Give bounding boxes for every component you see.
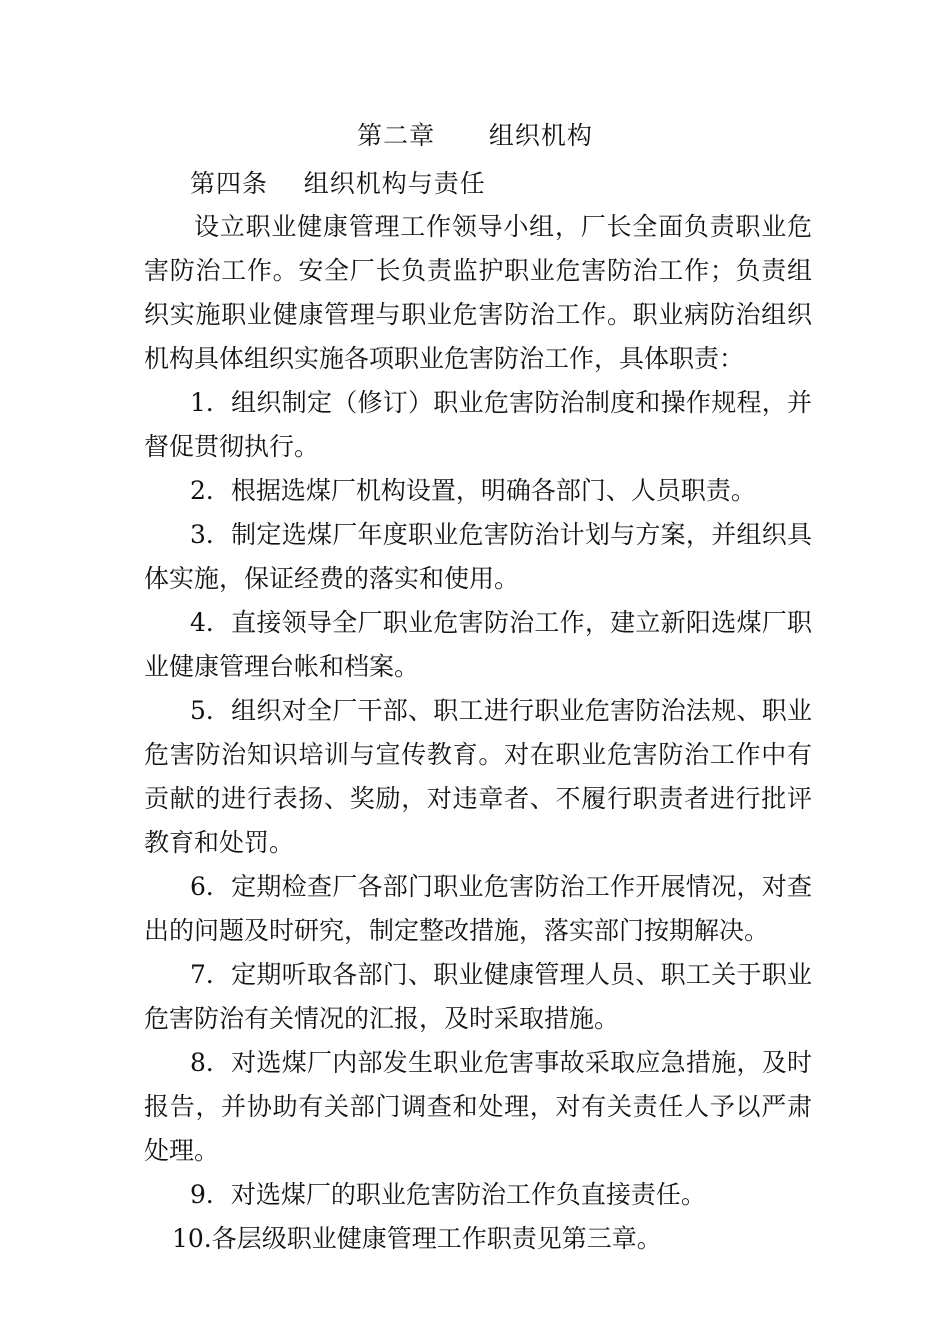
item-text: 组织制定（修订）职业危害防治制度和操作规程，并督促贯彻执行。: [144, 388, 812, 461]
item-number: 6．: [190, 872, 231, 901]
item-text: 根据选煤厂机构设置，明确各部门、人员职责。: [230, 476, 756, 505]
list-item: [144, 381, 812, 469]
item-number: 7．: [190, 960, 231, 989]
list-item: [144, 953, 812, 1041]
list-item: [144, 601, 812, 689]
item-text: 定期检查厂各部门职业危害防治工作开展情况，对查出的问题及时研究，制定整改措施，落实部门按期解决。: [144, 872, 812, 945]
list-item: [144, 513, 812, 601]
item-text: 直接领导全厂职业危害防治工作，建立新阳选煤厂职业健康管理台帐和档案。: [144, 608, 812, 681]
chapter-title: 第二章 组织机构: [357, 121, 593, 150]
list-item: [144, 689, 812, 865]
list-item: [144, 1041, 812, 1173]
list-item: [144, 469, 812, 513]
item-text: 对选煤厂的职业危害防治工作负直接责任。: [230, 1180, 706, 1209]
item-number: 4．: [190, 608, 231, 637]
intro-paragraph: 设立职业健康管理工作领导小组，厂长全面负责职业危害防治工作。安全厂长负责监护职业危害防治工作；负责组织实施职业健康管理与职业危害防治工作。职业病防治组织机构具体组织实施各项职业危害防治工作，具体职责：: [144, 212, 812, 373]
document-body: [144, 205, 812, 1261]
article-title: 第四条 组织机构与责任: [190, 169, 486, 198]
item-text: 组织对全厂干部、职工进行职业危害防治法规、职业危害防治知识培训与宣传教育。对在职业危害防治工作中有贡献的进行表扬、奖励，对违章者、不履行职责者进行批评教育和处罚。: [144, 696, 812, 857]
item-number: 9．: [190, 1180, 231, 1209]
item-number: 10.: [172, 1224, 212, 1253]
item-text: 对选煤厂内部发生职业危害事故采取应急措施，及时报告，并协助有关部门调查和处理，对有关责任人予以严肃处理。: [144, 1048, 812, 1165]
item-text: 定期听取各部门、职业健康管理人员、职工关于职业危害防治有关情况的汇报，及时采取措施。: [144, 960, 812, 1033]
item-text: 各层级职业健康管理工作职责见第三章。: [211, 1224, 662, 1253]
item-number: 5．: [190, 696, 231, 725]
item-number: 3．: [190, 520, 231, 549]
item-number: 1．: [190, 388, 231, 417]
list-item: [144, 1217, 812, 1261]
list-item: [144, 1173, 812, 1217]
item-number: 8．: [190, 1048, 231, 1077]
item-text: 制定选煤厂年度职业危害防治计划与方案，并组织具体实施，保证经费的落实和使用。: [144, 520, 812, 593]
list-item: [144, 865, 812, 953]
item-number: 2．: [190, 476, 231, 505]
